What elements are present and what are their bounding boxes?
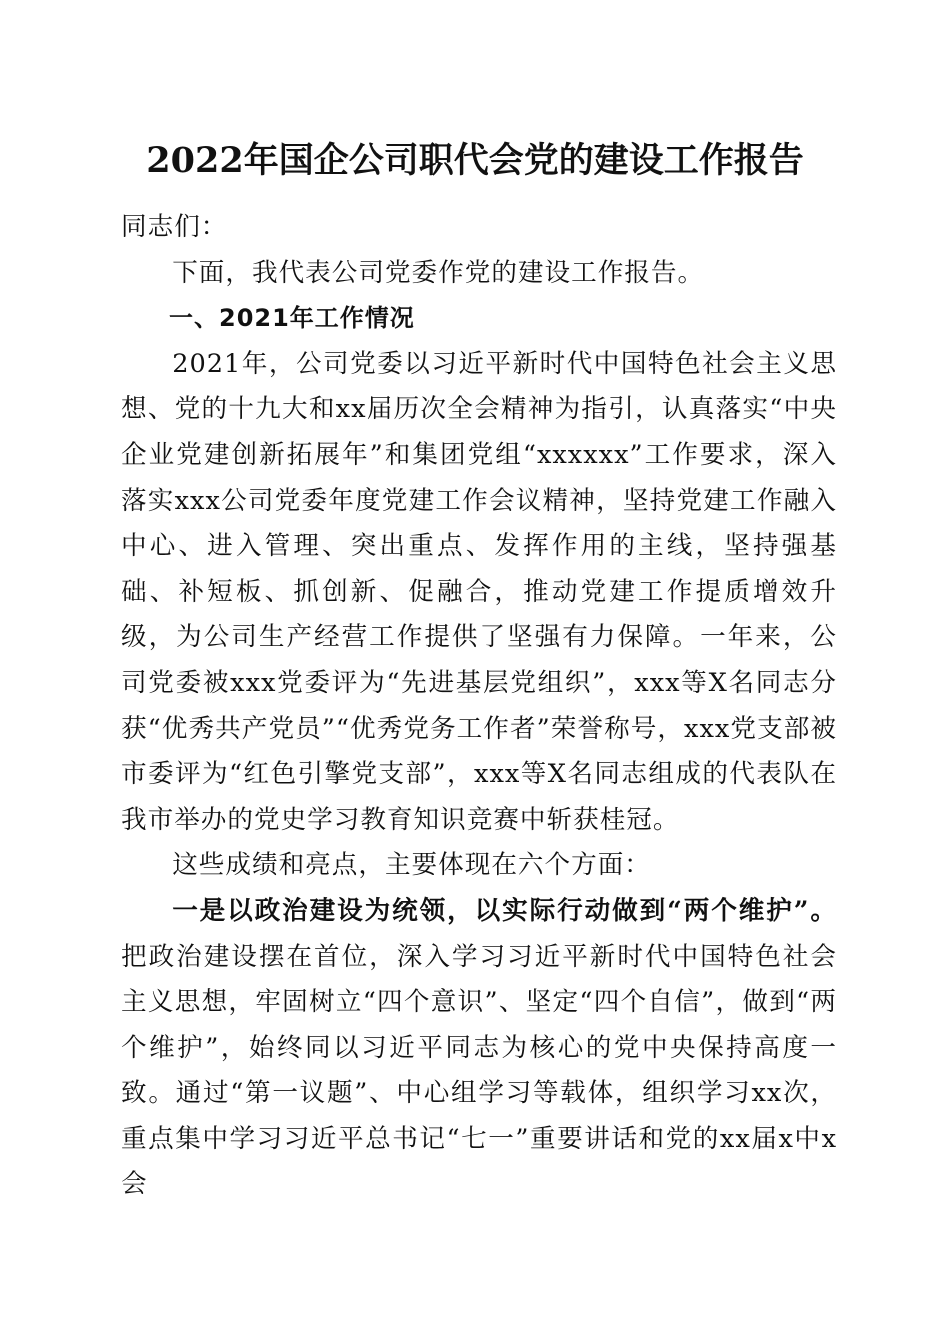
section-heading: 一、2021年工作情况 xyxy=(169,304,415,333)
achievements-intro: 这些成绩和亮点，主要体现在六个方面： xyxy=(172,850,651,881)
point-one-lead: 一是以政治建设为统领，以实际行动做到“两个维护”。 xyxy=(172,895,837,926)
document-body xyxy=(121,205,837,1208)
section-paragraph: 2021年，公司党委以习近平新时代中国特色社会主义思想、党的十九大和xx届历次全会精神为指引，认真落实“中央企业党建创新拓展年”和集团党组“xxxxxx”工作要求，深入落实xxx公司党委年度党建工作会议精神，坚持党建工作融入中心、进入管理、突出重点、发挥作用的主线，坚持强基础、补短板、抓创新、促融合，推动党建工作提质增效升级，为公司生产经营工作提供了坚强有力保障。一年来，公司党委被xxx党委评为“先进基层党组织”，xxx等X名同志分获“优秀共产党员”“优秀党务工作者”荣誉称号，xxx党支部被市委评为“红色引擎党支部”，xxx等X名同志组成的代表队在我市举办的党史学习教育知识竞赛中斩获桂冠。 xyxy=(121,348,837,835)
document-title: 2022年国企公司职代会党的建设工作报告 xyxy=(146,140,804,181)
salutation: 同志们： xyxy=(121,212,228,242)
intro-paragraph: 下面，我代表公司党委作党的建设工作报告。 xyxy=(172,257,705,288)
point-one-paragraph xyxy=(121,889,837,1208)
point-one-text: 把政治建设摆在首位，深入学习习近平新时代中国特色社会主义思想，牢固树立“四个意识”、坚定“四个自信”，做到“两个维护”，始终同以习近平同志为核心的党中央保持高度一致。通过“第一议题”、中心组学习等载体，组织学习xx次，重点集中学习习近平总书记“七一”重要讲话和党的xx届x中x会 xyxy=(121,941,837,1200)
